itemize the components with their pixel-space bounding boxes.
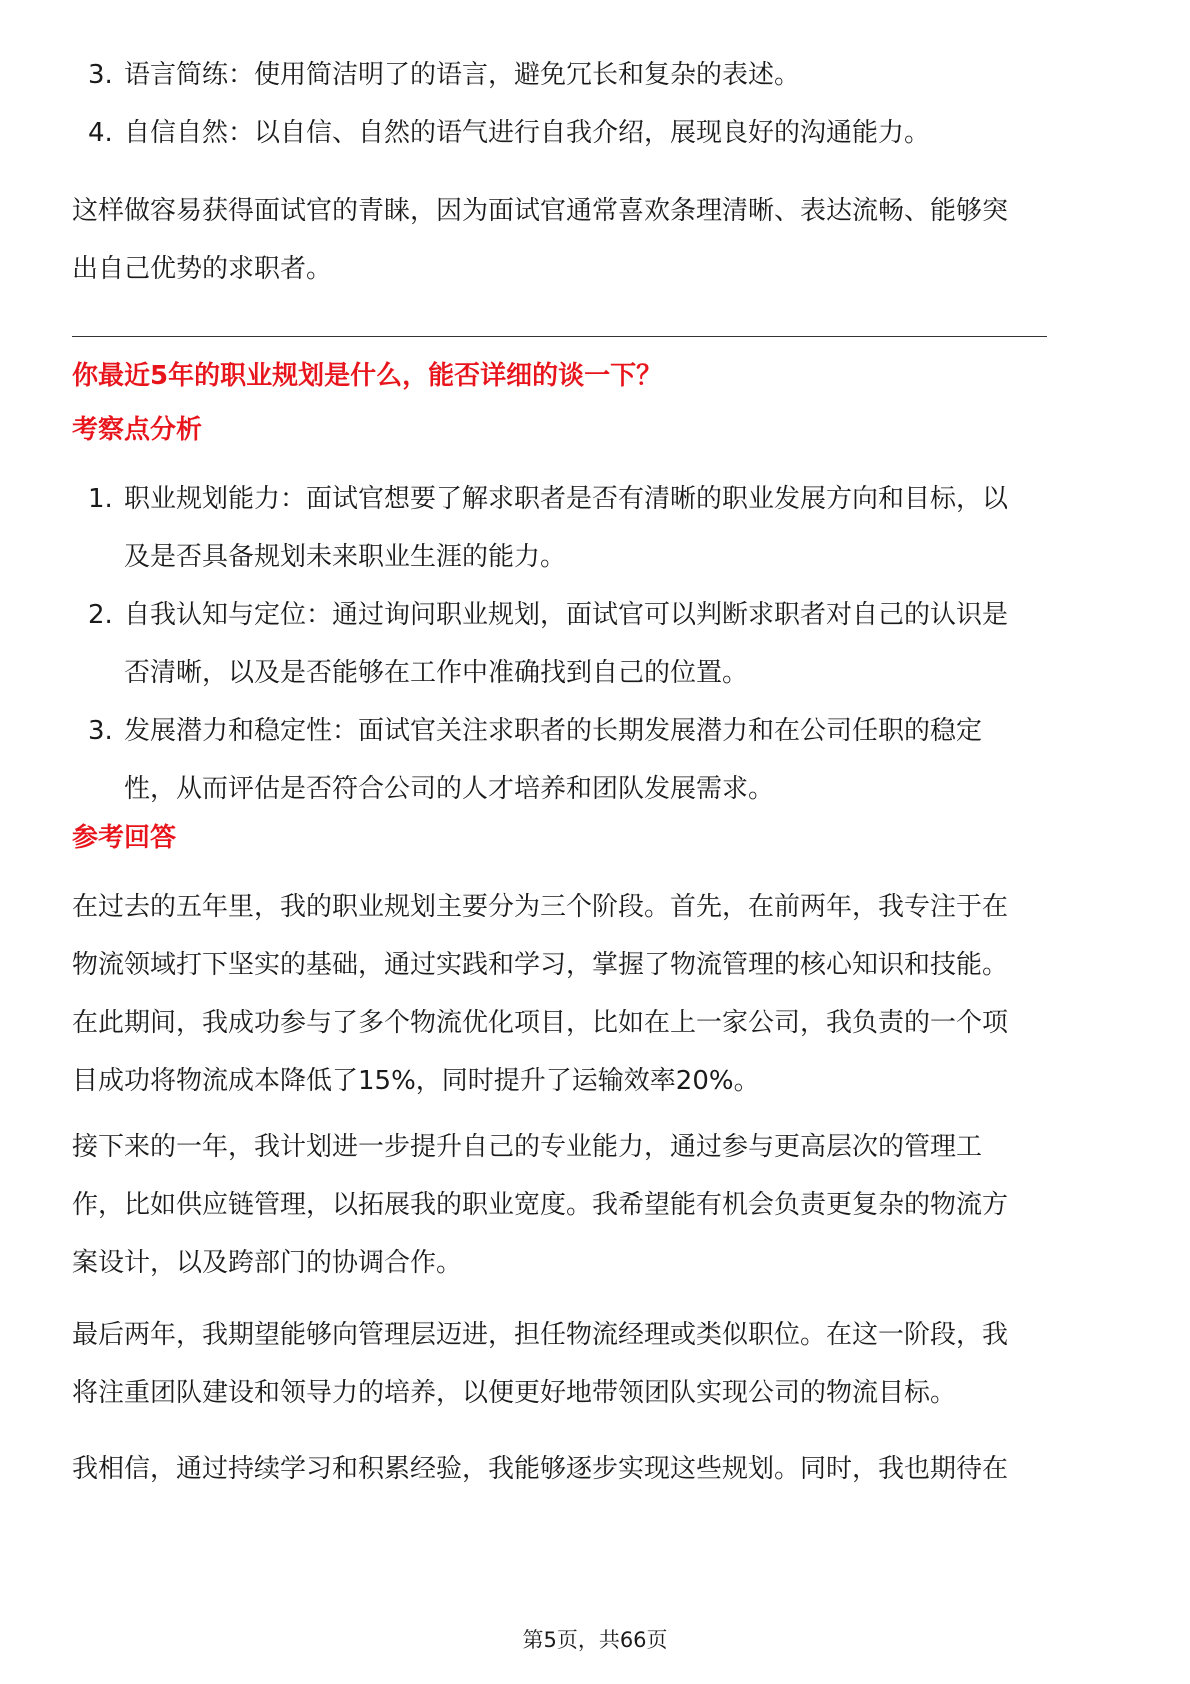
paragraph-line: 接下来的一年，我计划进一步提升自己的专业能力，通过参与更高层次的管理工 [72, 1132, 983, 1162]
list-item [72, 46, 1120, 104]
paragraph-line: 物流领域打下坚实的基础，通过实践和学习，掌握了物流管理的核心知识和技能。 [72, 950, 1009, 980]
list-text-line: 及是否具备规划未来职业生涯的能力。 [124, 542, 567, 572]
list-number: 4. [88, 118, 113, 148]
paragraph-line: 将注重团队建设和领导力的培养，以便更好地带领团队实现公司的物流目标。 [72, 1378, 957, 1408]
list-text-line: 否清晰，以及是否能够在工作中准确找到自己的位置。 [124, 658, 749, 688]
top-paragraph [72, 182, 1120, 298]
list-item [72, 470, 1120, 586]
answer-paragraph [72, 1306, 1120, 1422]
paragraph-line: 在此期间，我成功参与了多个物流优化项目，比如在上一家公司，我负责的一个项 [72, 1008, 1009, 1038]
top-list [72, 46, 1120, 162]
list-text-line: 自我认知与定位：通过询问职业规划，面试官可以判断求职者对自己的认识是 [124, 600, 1009, 630]
paragraph-line: 出自己优势的求职者。 [72, 254, 333, 284]
answer-paragraph [72, 1118, 1120, 1292]
list-text-line: 发展潜力和稳定性：面试官关注求职者的长期发展潜力和在公司任职的稳定 [124, 716, 983, 746]
page-footer: 第5页，共66页 [522, 1628, 668, 1652]
paragraph-line: 在过去的五年里，我的职业规划主要分为三个阶段。首先，在前两年，我专注于在 [72, 892, 1009, 922]
list-text: 语言简练：使用简洁明了的语言，避免冗长和复杂的表述。 [124, 60, 801, 90]
paragraph-line: 案设计，以及跨部门的协调合作。 [72, 1248, 463, 1278]
list-item [72, 702, 1120, 818]
paragraph-line: 这样做容易获得面试官的青睐，因为面试官通常喜欢条理清晰、表达流畅、能够突 [72, 196, 1009, 226]
answer-heading: 参考回答 [72, 823, 177, 853]
answer-paragraph [72, 1440, 1120, 1498]
list-text-line: 职业规划能力：面试官想要了解求职者是否有清晰的职业发展方向和目标，以 [124, 484, 1009, 514]
paragraph-line: 我相信，通过持续学习和积累经验，我能够逐步实现这些规划。同时，我也期待在 [72, 1454, 1009, 1484]
list-number: 3. [88, 60, 113, 90]
list-item [72, 586, 1120, 702]
paragraph-line: 目成功将物流成本降低了15%，同时提升了运输效率20%。 [72, 1066, 760, 1096]
analysis-list [72, 470, 1120, 818]
list-number: 2. [88, 600, 113, 630]
list-number: 1. [88, 484, 113, 514]
list-number: 3. [88, 716, 113, 746]
answer-paragraph [72, 878, 1120, 1110]
list-text: 自信自然：以自信、自然的语气进行自我介绍，展现良好的沟通能力。 [124, 118, 931, 148]
question-heading: 你最近5年的职业规划是什么，能否详细的谈一下？ [72, 361, 663, 391]
analysis-heading: 考察点分析 [72, 415, 203, 445]
paragraph-line: 最后两年，我期望能够向管理层迈进，担任物流经理或类似职位。在这一阶段，我 [72, 1320, 1009, 1350]
list-text-line: 性，从而评估是否符合公司的人才培养和团队发展需求。 [124, 774, 775, 804]
divider [72, 336, 1047, 337]
list-item [72, 104, 1120, 162]
paragraph-line: 作，比如供应链管理，以拓展我的职业宽度。我希望能有机会负责更复杂的物流方 [72, 1190, 1009, 1220]
